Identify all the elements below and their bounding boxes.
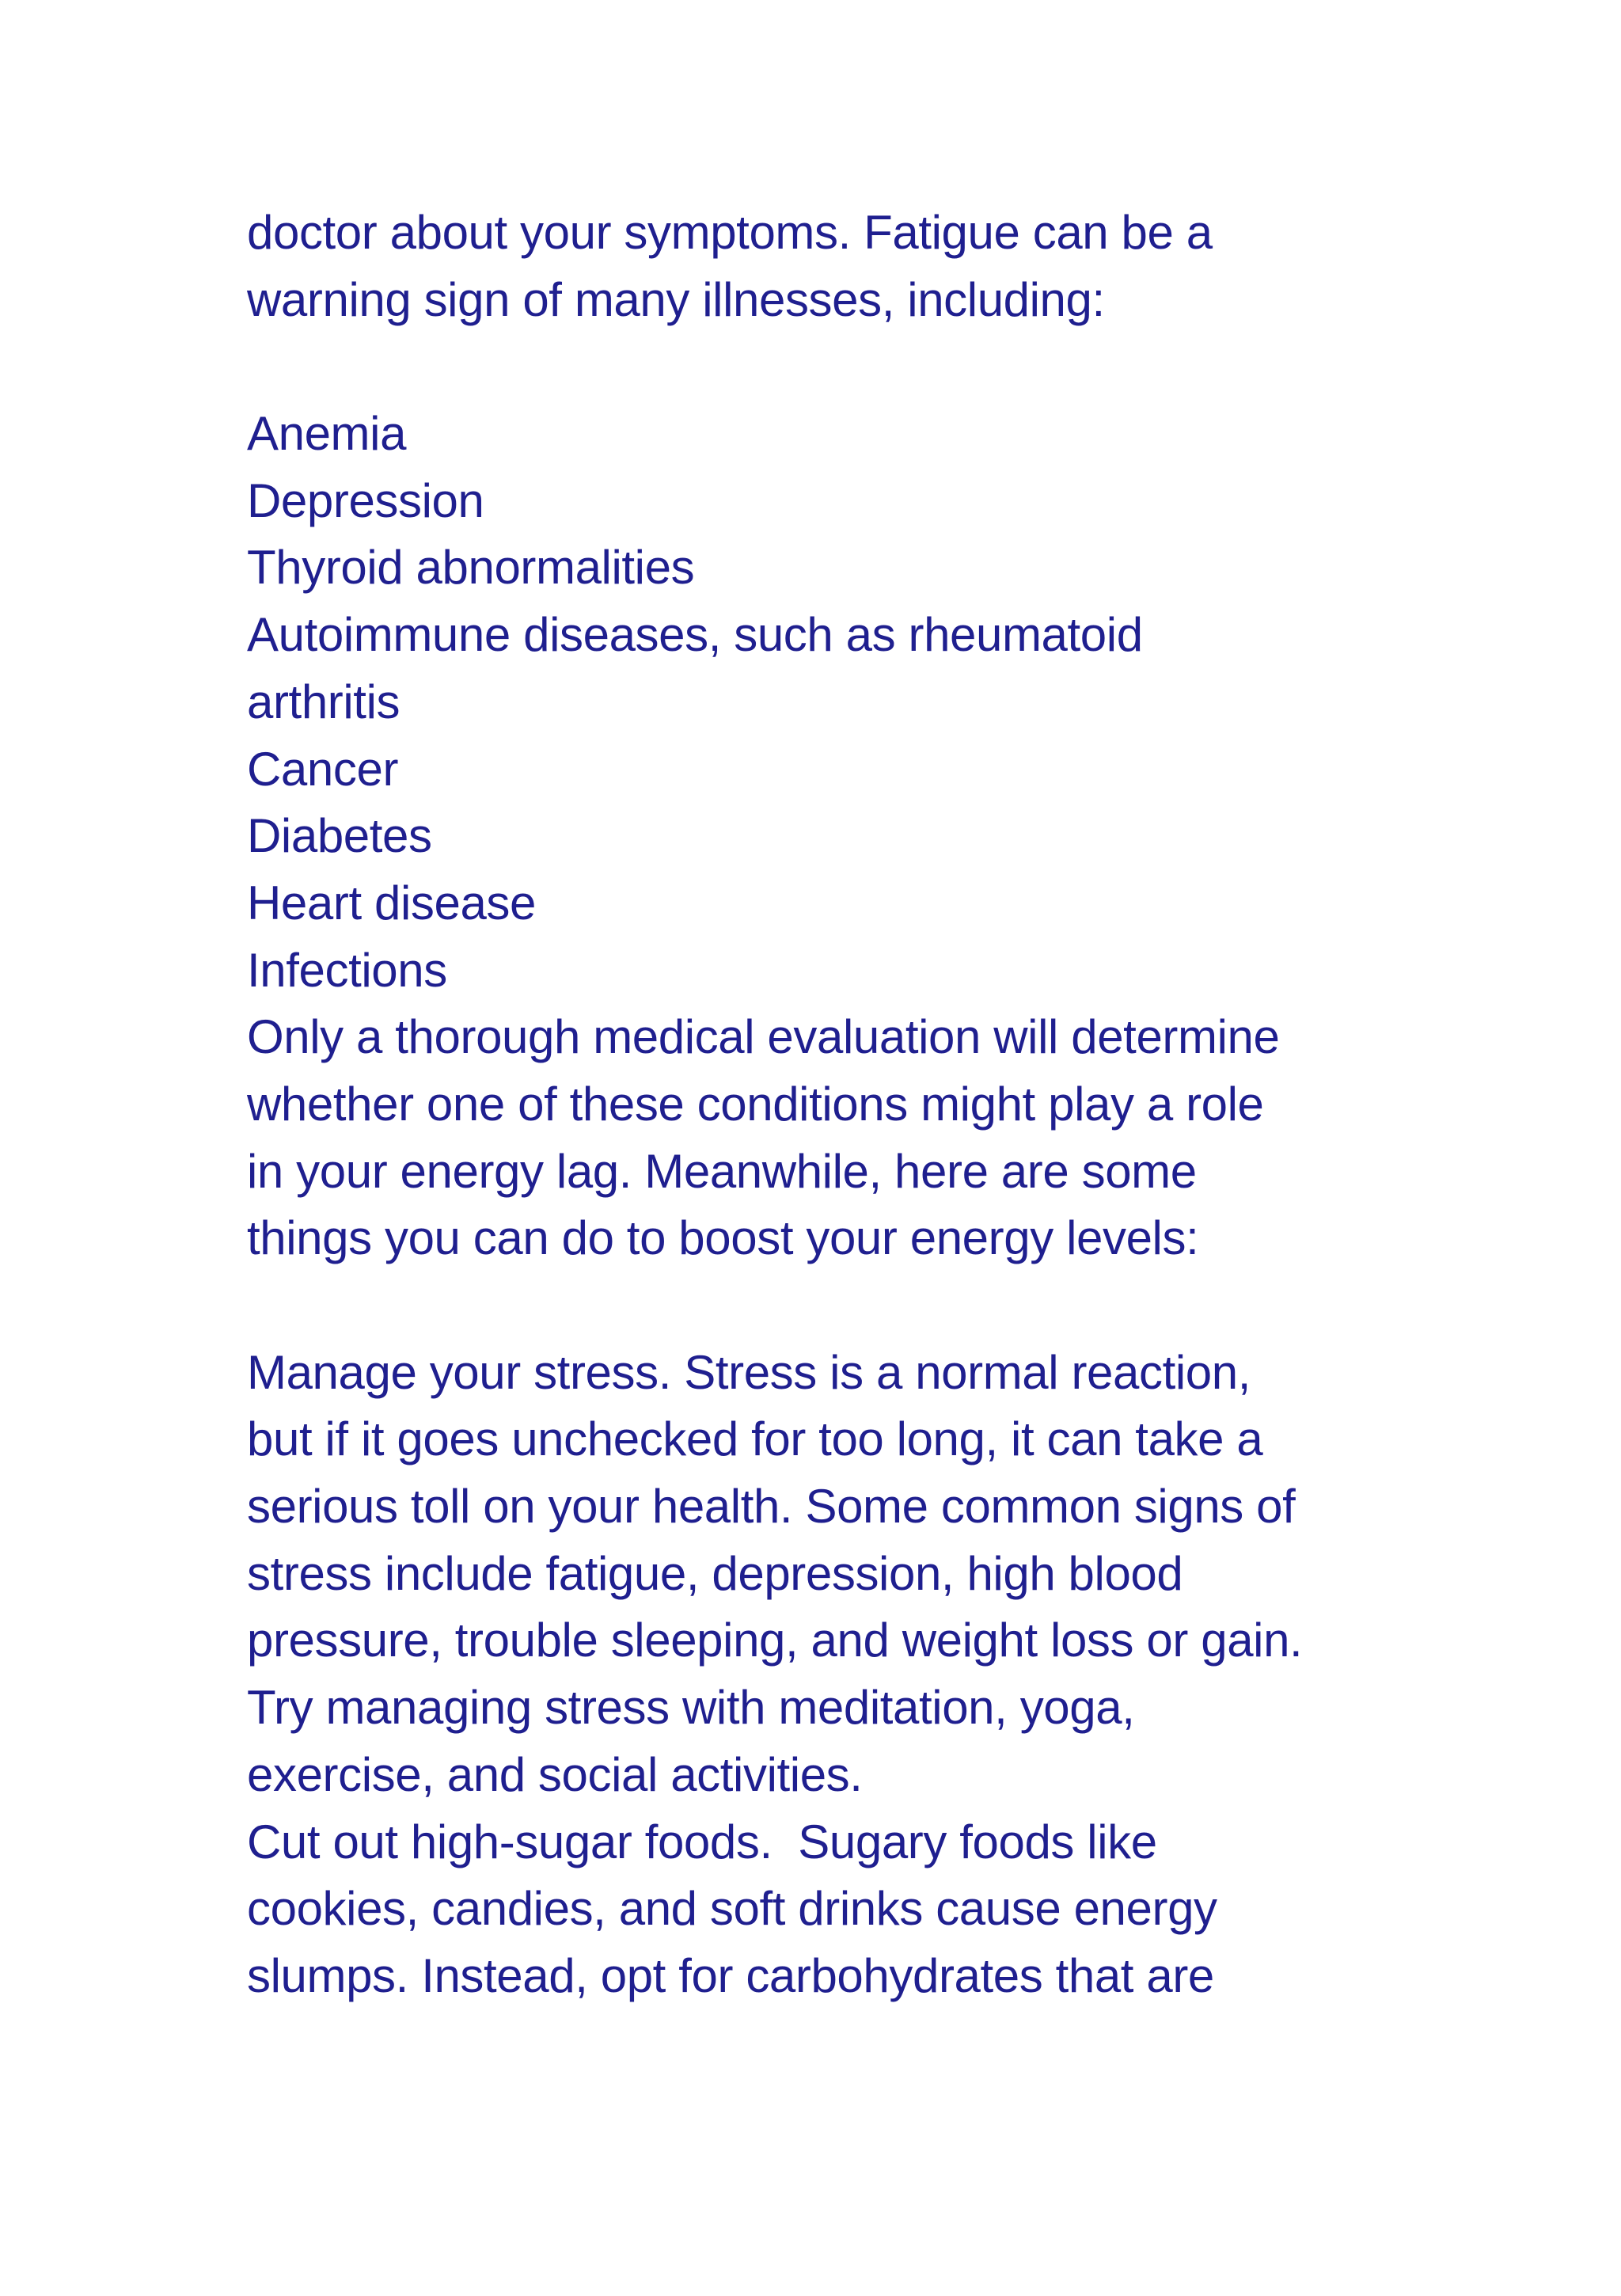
text-line: but if it goes unchecked for too long, it can take a [247,1412,1263,1466]
list-item: Anemia [247,407,407,461]
text-line: cookies, candies, and soft drinks cause energy [247,1882,1217,1936]
list-item: Infections [247,943,447,997]
blank-line [247,333,1434,401]
text-line: things you can do to boost your energy levels: [247,1211,1199,1265]
list-item: Diabetes [247,809,432,863]
document-body [247,200,1434,2010]
blank-line [247,1272,1434,1340]
list-item: Cancer [247,742,399,796]
text-line: pressure, trouble sleeping, and weight loss or gain. [247,1614,1303,1667]
text-line: slumps. Instead, opt for carbohydrates that are [247,1948,1214,2002]
list-item: Depression [247,473,484,527]
text-line: Cut out high-sugar foods. Sugary foods like [247,1815,1157,1868]
illness-list [247,401,1434,1004]
text-line: Manage your stress. Stress is a normal reaction, [247,1345,1251,1399]
text-line: serious toll on your health. Some common signs of [247,1480,1296,1534]
intro-paragraph [247,200,1434,333]
list-item: Thyroid abnormalities [247,541,695,595]
text-line: Only a thorough medical evaluation will determine [247,1010,1280,1064]
text-line: whether one of these conditions might play a role [247,1077,1264,1131]
text-line: warning sign of many illnesses, including: [247,272,1105,326]
stress-paragraph [247,1340,1434,1809]
list-item: arthritis [247,675,401,728]
list-item: Autoimmune diseases, such as rheumatoid [247,608,1143,662]
text-line: exercise, and social activities. [247,1747,863,1801]
text-line: Try managing stress with meditation, yoga, [247,1681,1135,1735]
text-line: in your energy lag. Meanwhile, here are some [247,1144,1197,1198]
sugar-paragraph [247,1809,1434,2010]
list-item: Heart disease [247,876,536,929]
evaluation-paragraph [247,1004,1434,1272]
text-line: stress include fatigue, depression, high blood [247,1546,1183,1600]
text-line: doctor about your symptoms. Fatigue can be a [247,206,1213,259]
